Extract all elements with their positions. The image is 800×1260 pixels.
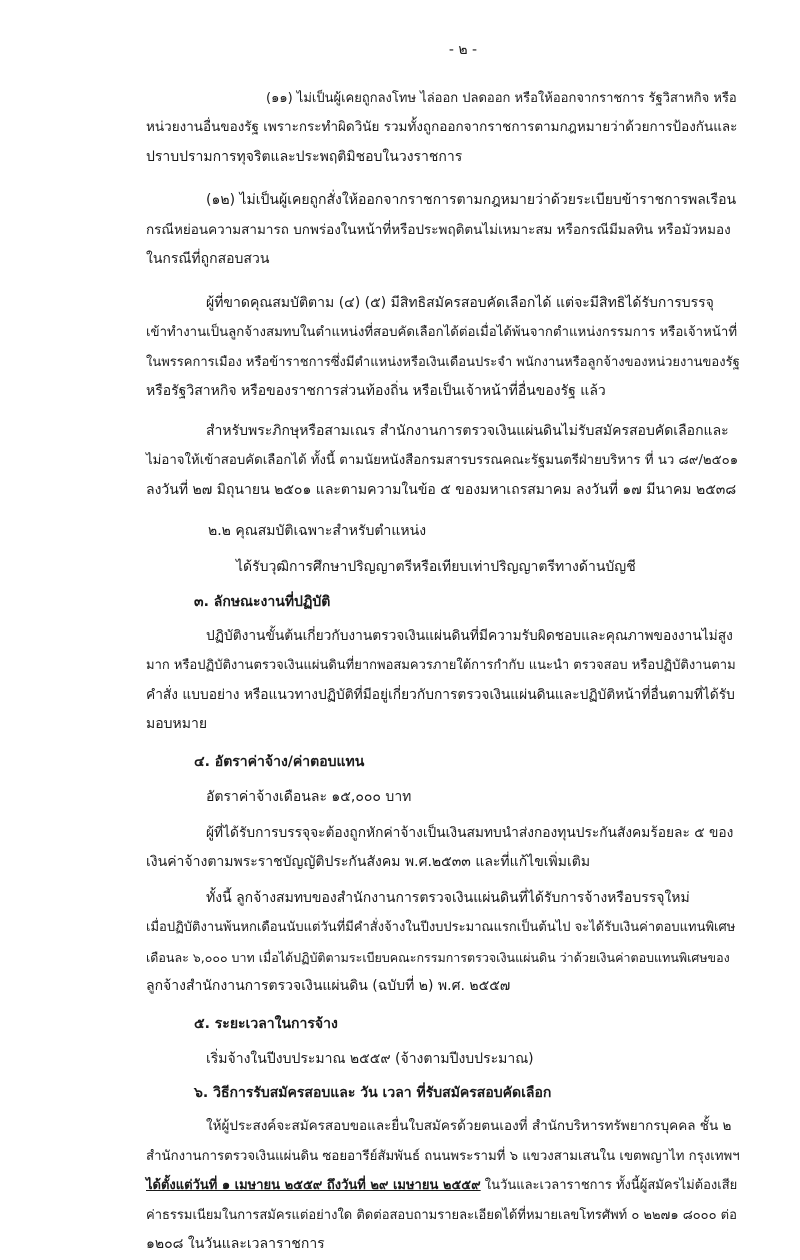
section-5 [146, 1010, 740, 1075]
text-line: ไม่อาจให้เข้าสอบคัดเลือกได้ ทั้งนี้ ตามนัยหนังสือกรมสารบรรณคณะรัฐมนตรีฝ่ายบริหาร ที่ นว ๘๙/๒๕๐๑ [146, 453, 739, 468]
text-line: ปฏิบัติงานขั้นต้นเกี่ยวกับงานตรวจเงินแผ่นดินที่มีความรับผิดชอบและคุณภาพของงานไม่สูง [206, 627, 733, 644]
section-3 [146, 588, 740, 740]
text-line: หรือรัฐวิสาหกิจ หรือของราชการส่วนท้องถิ่น หรือเป็นเจ้าหน้าที่อื่นของรัฐ แล้ว [146, 383, 606, 399]
paragraph-monks [146, 417, 740, 506]
text-line: เงินค่าจ้างตามพระราชบัญญัติประกันสังคม พ.ศ.๒๕๓๓ และที่แก้ไขเพิ่มเติม [146, 854, 591, 870]
text-line: ในพรรคการเมือง หรือข้าราชการซึ่งมีตำแหน่งหรือเงินเดือนประจำ พนักงานหรือลูกจ้างของหน่วยงานของรัฐ [146, 354, 740, 370]
text-line: สำหรับพระภิกษุหรือสามเณร สำนักงานการตรวจเงินแผ่นดินไม่รับสมัครสอบคัดเลือกและ [206, 422, 729, 439]
text-line: คำสั่ง แบบอย่าง หรือแนวทางปฏิบัติที่มีอยู่เกี่ยวกับการตรวจเงินแผ่นดินและปฏิบัติหน้าที่อื่นตามที่ได้รับ [146, 686, 735, 703]
section-6 [146, 1079, 740, 1260]
text-line: เมื่อปฏิบัติงานพ้นหกเดือนนับแต่วันที่มีคำสั่งจ้างในปีงบประมาณแรกเป็นต้นไป จะได้รับเงินค่าตอบแทนพิเศษ [146, 920, 736, 935]
text-line: ๑๒๐๘ ในวันและเวลาราชการ [146, 1236, 325, 1252]
text-line: เข้าทำงานเป็นลูกจ้างสมทบในตำแหน่งที่สอบคัดเลือกได้ต่อเมื่อได้พ้นจากตำแหน่งกรรมการ หรือเจ้าหน้าที่ [146, 325, 738, 340]
text-line: ลูกจ้างสำนักงานการตรวจเงินแผ่นดิน (ฉบับที่ ๒) พ.ศ. ๒๕๕๗ [146, 978, 511, 994]
text-line: (๑๑) ไม่เป็นผู้เคยถูกลงโทษ ไล่ออก ปลดออก หรือให้ออกจากราชการ รัฐวิสาหกิจ หรือ [266, 90, 737, 106]
text-line: มอบหมาย [146, 716, 208, 732]
page-number: - ๒ - [448, 42, 478, 58]
text-line: ในกรณีที่ถูกสอบสวน [146, 251, 270, 267]
subsection-heading: ๒.๒ คุณสมบัติเฉพาะสำหรับตำแหน่ง [208, 523, 427, 539]
section-heading: ๔. อัตราค่าจ้าง/ค่าตอบแทน [194, 753, 365, 770]
text-line: หน่วยงานอื่นของรัฐ เพราะกระทำผิดวินัย รวมทั้งถูกออกจากราชการตามกฎหมายว่าด้วยการป้องกันและ [146, 119, 738, 135]
section-heading: ๖. วิธีการรับสมัครสอบและ วัน เวลา ที่รับสมัครสอบคัดเลือก [194, 1084, 552, 1101]
text-segment: ในวันและเวลาราชการ ทั้งนี้ผู้สมัครไม่ต้องเสีย [480, 1178, 738, 1193]
text-line: ปราบปรามการทุจริตและประพฤติมิชอบในวงราชการ [146, 148, 463, 165]
text-line: เดือนละ ๖,๐๐๐ บาท เมื่อได้ปฏิบัติตามระเบียบคณะกรรมการตรวจเงินแผ่นดิน ว่าด้วยเงินค่าตอบแทนพิเศษของ [146, 949, 730, 965]
section-heading: ๕. ระยะเวลาในการจ้าง [194, 1015, 338, 1032]
subsection-text: ได้รับวุฒิการศึกษาปริญญาตรีหรือเทียบเท่าปริญญาตรีทางด้านบัญชี [236, 558, 636, 575]
paragraph-qualification-12 [146, 186, 740, 275]
text-line: ค่าธรรมเนียมในการสมัครแต่อย่างใด ติดต่อสอบถามรายละเอียดได้ที่หมายเลขโทรศัพท์ ๐ ๒๒๗๑ ๘๐๐๐ ต่อ [146, 1207, 737, 1223]
section-4 [146, 748, 740, 1002]
application-dates: ได้ตั้งแต่วันที่ ๑ เมษายน ๒๕๕๙ ถึงวันที่ ๒๙ เมษายน ๒๕๕๙ [146, 1178, 481, 1193]
employment-period: เริ่มจ้างในปีงบประมาณ ๒๕๕๙ (จ้างตามปีงบประมาณ) [206, 1051, 534, 1067]
text-line: มาก หรือปฏิบัติงานตรวจเงินแผ่นดินที่ยากพอสมควรภายใต้การกำกับ แนะนำ ตรวจสอบ หรือปฏิบัติงานตาม [146, 658, 736, 673]
subsection-2-2 [146, 517, 740, 582]
text-line: สำนักงานการตรวจเงินแผ่นดิน ซอยอารีย์สัมพันธ์ ถนนพระรามที่ ๖ แขวงสามเสนใน เขตพญาไท กรุงเทพฯ [146, 1148, 740, 1164]
paragraph-qualification-11 [146, 84, 740, 173]
paragraph-lacking-qualification [146, 289, 740, 407]
text-line: ให้ผู้ประสงค์จะสมัครสอบขอและยื่นใบสมัครด้วยตนเองที่ สำนักบริหารทรัพยากรบุคคล ชั้น ๒ [206, 1118, 732, 1134]
section-heading: ๓. ลักษณะงานที่ปฏิบัติ [194, 594, 331, 610]
text-line: กรณีหย่อนความสามารถ บกพร่องในหน้าที่หรือประพฤติตนไม่เหมาะสม หรือกรณีมีมลทิน หรือมัวหมอง [146, 221, 731, 238]
wage-rate: อัตราค่าจ้างเดือนละ ๑๕,๐๐๐ บาท [206, 789, 412, 805]
text-line: ทั้งนี้ ลูกจ้างสมทบของสำนักงานการตรวจเงินแผ่นดินที่ได้รับการจ้างหรือบรรจุใหม่ [206, 889, 690, 906]
text-line: ผู้ที่ขาดคุณสมบัติตาม (๔) (๕) มีสิทธิสมัครสอบคัดเลือกได้ แต่จะมีสิทธิได้รับการบรรจุ [206, 294, 714, 311]
text-line: (๑๒) ไม่เป็นผู้เคยถูกสั่งให้ออกจากราชการตามกฎหมายว่าด้วยระเบียบข้าราชการพลเรือน [206, 192, 737, 208]
text-line: ลงวันที่ ๒๗ มิถุนายน ๒๕๐๑ และตามความในข้อ ๕ ของมหาเถรสมาคม ลงวันที่ ๑๗ มีนาคม ๒๕๓๘ [146, 481, 737, 498]
application-dates-line [146, 1171, 740, 1201]
text-line: ผู้ที่ได้รับการบรรจุจะต้องถูกหักค่าจ้างเป็นเงินสมทบนำส่งกองทุนประกันสังคมร้อยละ ๕ ของ [206, 824, 734, 841]
